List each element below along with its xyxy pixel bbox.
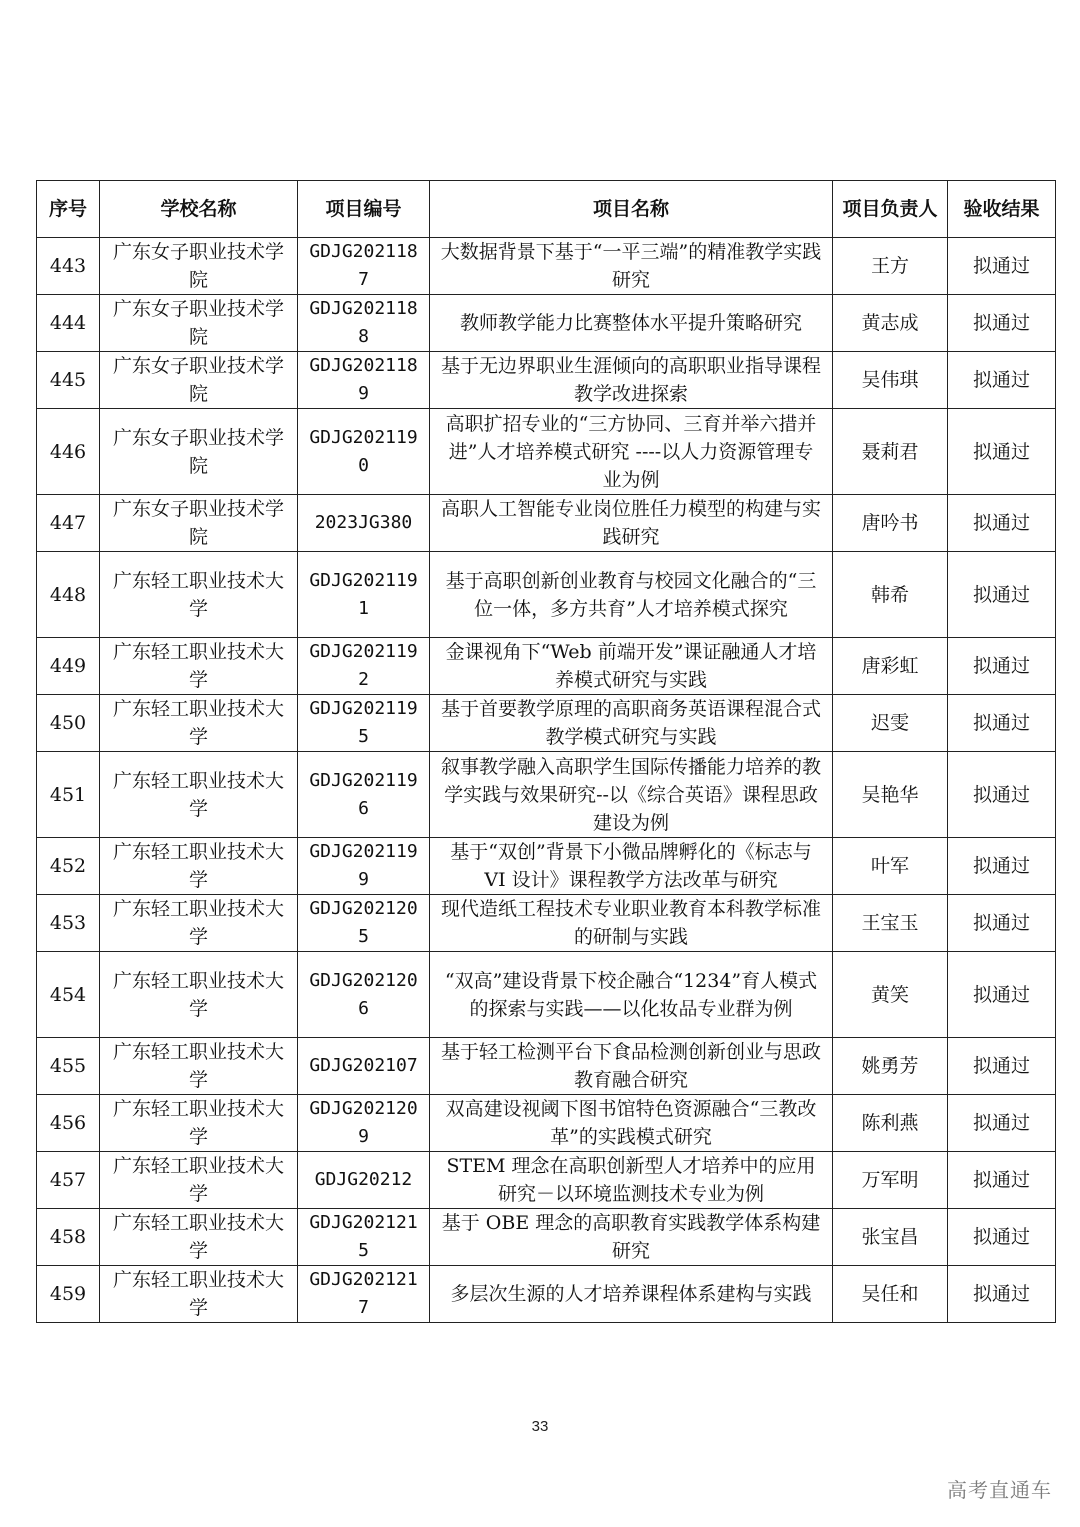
cell-serial: 449 [37, 638, 100, 695]
table-row [37, 752, 1056, 838]
watermark-text: 高考直通车 [947, 1478, 1052, 1502]
table-row [37, 638, 1056, 695]
cell-project-title: 基于 OBE 理念的高职教育实践教学体系构建研究 [430, 1209, 833, 1266]
cell-serial: 450 [37, 695, 100, 752]
cell-result: 拟通过 [948, 1095, 1056, 1152]
cell-serial: 453 [37, 895, 100, 952]
cell-result: 拟通过 [948, 1266, 1056, 1323]
cell-serial: 459 [37, 1266, 100, 1323]
cell-school: 广东轻工职业技术大学 [100, 1095, 298, 1152]
cell-serial: 448 [37, 552, 100, 638]
cell-school: 广东轻工职业技术大学 [100, 952, 298, 1038]
cell-serial: 447 [37, 495, 100, 552]
header-serial: 序号 [37, 181, 100, 238]
cell-result: 拟通过 [948, 895, 1056, 952]
table-row [37, 1095, 1056, 1152]
cell-serial: 452 [37, 838, 100, 895]
cell-project-leader: 吴任和 [833, 1266, 948, 1323]
cell-project-title: 基于轻工检测平台下食品检测创新创业与思政教育融合研究 [430, 1038, 833, 1095]
cell-project-leader: 吴伟琪 [833, 352, 948, 409]
cell-project-title: 高职人工智能专业岗位胜任力模型的构建与实践研究 [430, 495, 833, 552]
cell-serial: 456 [37, 1095, 100, 1152]
cell-project-code: GDJG2021189 [298, 352, 430, 409]
table-row [37, 952, 1056, 1038]
cell-school: 广东轻工职业技术大学 [100, 1209, 298, 1266]
cell-project-leader: 姚勇芳 [833, 1038, 948, 1095]
cell-serial: 458 [37, 1209, 100, 1266]
cell-project-code: GDJG2021209 [298, 1095, 430, 1152]
cell-project-code: GDJG2021195 [298, 695, 430, 752]
cell-project-code: GDJG2021191 [298, 552, 430, 638]
page-number: 33 [531, 1418, 549, 1435]
cell-project-leader: 唐彩虹 [833, 638, 948, 695]
cell-project-title: 基于无边界职业生涯倾向的高职职业指导课程教学改进探索 [430, 352, 833, 409]
table-row [37, 352, 1056, 409]
table-row [37, 409, 1056, 495]
cell-result: 拟通过 [948, 495, 1056, 552]
cell-school: 广东女子职业技术学院 [100, 495, 298, 552]
cell-project-leader: 王方 [833, 238, 948, 295]
cell-project-code: GDJG20212 [298, 1152, 430, 1209]
cell-project-leader: 黄笑 [833, 952, 948, 1038]
cell-project-leader: 张宝昌 [833, 1209, 948, 1266]
cell-project-title: 高职扩招专业的“三方协同、三育并举六措并进”人才培养模式研究 ----以人力资源管理专业为例 [430, 409, 833, 495]
cell-project-title: 叙事教学融入高职学生国际传播能力培养的教学实践与效果研究--以《综合英语》课程思政建设为例 [430, 752, 833, 838]
table-row [37, 552, 1056, 638]
cell-project-title: 教师教学能力比赛整体水平提升策略研究 [430, 295, 833, 352]
table-row [37, 495, 1056, 552]
cell-project-leader: 叶军 [833, 838, 948, 895]
cell-serial: 457 [37, 1152, 100, 1209]
results-table [36, 180, 1056, 1323]
cell-result: 拟通过 [948, 409, 1056, 495]
cell-project-leader: 唐吟书 [833, 495, 948, 552]
table-row [37, 895, 1056, 952]
cell-result: 拟通过 [948, 552, 1056, 638]
cell-school: 广东女子职业技术学院 [100, 295, 298, 352]
cell-result: 拟通过 [948, 838, 1056, 895]
cell-serial: 451 [37, 752, 100, 838]
cell-project-title: 现代造纸工程技术专业职业教育本科教学标准的研制与实践 [430, 895, 833, 952]
cell-result: 拟通过 [948, 952, 1056, 1038]
cell-project-title: 金课视角下“Web 前端开发”课证融通人才培养模式研究与实践 [430, 638, 833, 695]
cell-result: 拟通过 [948, 1209, 1056, 1266]
cell-serial: 446 [37, 409, 100, 495]
cell-project-title: 基于高职创新创业教育与校园文化融合的“三位一体，多方共育”人才培养模式探究 [430, 552, 833, 638]
cell-school: 广东轻工职业技术大学 [100, 1038, 298, 1095]
cell-project-leader: 韩希 [833, 552, 948, 638]
cell-project-code: GDJG2021205 [298, 895, 430, 952]
cell-serial: 444 [37, 295, 100, 352]
cell-project-code: GDJG2021190 [298, 409, 430, 495]
cell-school: 广东轻工职业技术大学 [100, 552, 298, 638]
cell-project-title: 多层次生源的人才培养课程体系建构与实践 [430, 1266, 833, 1323]
table-row [37, 1038, 1056, 1095]
table-row [37, 1152, 1056, 1209]
header-school: 学校名称 [100, 181, 298, 238]
cell-result: 拟通过 [948, 1038, 1056, 1095]
cell-project-leader: 黄志成 [833, 295, 948, 352]
header-project-code: 项目编号 [298, 181, 430, 238]
cell-serial: 443 [37, 238, 100, 295]
cell-result: 拟通过 [948, 752, 1056, 838]
cell-project-title: 基于“双创”背景下小微品牌孵化的《标志与 VI 设计》课程教学方法改革与研究 [430, 838, 833, 895]
cell-school: 广东轻工职业技术大学 [100, 1266, 298, 1323]
cell-school: 广东轻工职业技术大学 [100, 638, 298, 695]
cell-result: 拟通过 [948, 352, 1056, 409]
cell-school: 广东女子职业技术学院 [100, 352, 298, 409]
cell-school: 广东轻工职业技术大学 [100, 895, 298, 952]
cell-project-code: GDJG202107 [298, 1038, 430, 1095]
cell-project-code: GDJG2021206 [298, 952, 430, 1038]
cell-project-title: “双高”建设背景下校企融合“1234”育人模式的探索与实践——以化妆品专业群为例 [430, 952, 833, 1038]
cell-project-code: GDJG2021217 [298, 1266, 430, 1323]
cell-project-leader: 王宝玉 [833, 895, 948, 952]
cell-result: 拟通过 [948, 695, 1056, 752]
cell-project-code: GDJG2021187 [298, 238, 430, 295]
table-row [37, 838, 1056, 895]
cell-project-title: 双高建设视阈下图书馆特色资源融合“三教改革”的实践模式研究 [430, 1095, 833, 1152]
cell-result: 拟通过 [948, 238, 1056, 295]
table-header-row [37, 181, 1056, 238]
cell-project-title: 基于首要教学原理的高职商务英语课程混合式教学模式研究与实践 [430, 695, 833, 752]
cell-result: 拟通过 [948, 638, 1056, 695]
table-row [37, 1266, 1056, 1323]
cell-school: 广东女子职业技术学院 [100, 409, 298, 495]
cell-result: 拟通过 [948, 295, 1056, 352]
cell-school: 广东轻工职业技术大学 [100, 1152, 298, 1209]
header-project-title: 项目名称 [430, 181, 833, 238]
cell-project-code: GDJG2021192 [298, 638, 430, 695]
cell-serial: 454 [37, 952, 100, 1038]
cell-project-leader: 陈利燕 [833, 1095, 948, 1152]
cell-project-leader: 迟雯 [833, 695, 948, 752]
cell-project-leader: 聂莉君 [833, 409, 948, 495]
cell-serial: 445 [37, 352, 100, 409]
cell-project-code: GDJG2021188 [298, 295, 430, 352]
cell-project-title: STEM 理念在高职创新型人才培养中的应用研究－以环境监测技术专业为例 [430, 1152, 833, 1209]
cell-project-code: GDJG2021215 [298, 1209, 430, 1266]
cell-school: 广东轻工职业技术大学 [100, 838, 298, 895]
header-result: 验收结果 [948, 181, 1056, 238]
header-project-leader: 项目负责人 [833, 181, 948, 238]
cell-project-leader: 吴艳华 [833, 752, 948, 838]
table-row [37, 695, 1056, 752]
table-row [37, 238, 1056, 295]
cell-project-code: GDJG2021196 [298, 752, 430, 838]
cell-school: 广东轻工职业技术大学 [100, 695, 298, 752]
cell-serial: 455 [37, 1038, 100, 1095]
table-row [37, 295, 1056, 352]
cell-school: 广东轻工职业技术大学 [100, 752, 298, 838]
cell-project-title: 大数据背景下基于“一平三端”的精准教学实践研究 [430, 238, 833, 295]
cell-project-code: 2023JG380 [298, 495, 430, 552]
cell-project-code: GDJG2021199 [298, 838, 430, 895]
cell-school: 广东女子职业技术学院 [100, 238, 298, 295]
table-row [37, 1209, 1056, 1266]
cell-project-leader: 万军明 [833, 1152, 948, 1209]
cell-result: 拟通过 [948, 1152, 1056, 1209]
